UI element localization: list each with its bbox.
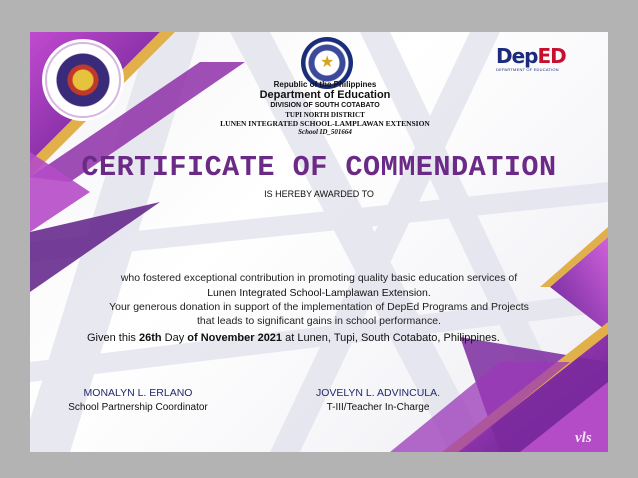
header-school: LUNEN INTEGRATED SCHOOL-LAMPLAWAN EXTENSION [220, 119, 430, 128]
deped-seal-icon: ★ [301, 37, 353, 89]
header-republic: Republic of the Philippines [273, 80, 377, 89]
header-division: DIVISION OF SOUTH COTABATO [270, 102, 380, 109]
signatory-coordinator [58, 387, 218, 413]
deped-logo: DepED DEPARTMENT OF EDUCATION [496, 44, 566, 72]
header-department: Department of Education [259, 89, 391, 101]
given-line: Given this 26th Day of November 2021 at Lunen, Tupi, South Cotabato, Philippines. [87, 332, 500, 344]
designer-initials: vls [575, 430, 592, 446]
header-school-id: School ID_501664 [298, 128, 352, 136]
signatory-position: T-III/Teacher In-Charge [326, 402, 430, 413]
school-seal-icon [45, 42, 121, 118]
body-line-1: who fostered exceptional contribution in promoting quality basic education services of [120, 272, 518, 284]
body-line-2: Lunen Integrated School-Lamplawan Extension. [207, 287, 431, 299]
signatory-position: School Partnership Coordinator [68, 402, 208, 413]
signatory-name: MONALYN L. ERLANO [83, 387, 193, 399]
body-line-4: that leads to significant gains in school performance. [197, 315, 441, 327]
signatory-name: JOVELYN L. ADVINCULA. [315, 387, 441, 399]
awarded-line: IS HEREBY AWARDED TO [264, 189, 374, 199]
signatory-teacher-in-charge [308, 387, 448, 413]
certificate [30, 32, 608, 452]
certificate-title: CERTIFICATE OF COMMENDATION [81, 151, 557, 184]
header-district: TUPI NORTH DISTRICT [285, 111, 365, 119]
body-line-3: Your generous donation in support of the implementation of DepEd Programs and Projects [109, 301, 529, 313]
